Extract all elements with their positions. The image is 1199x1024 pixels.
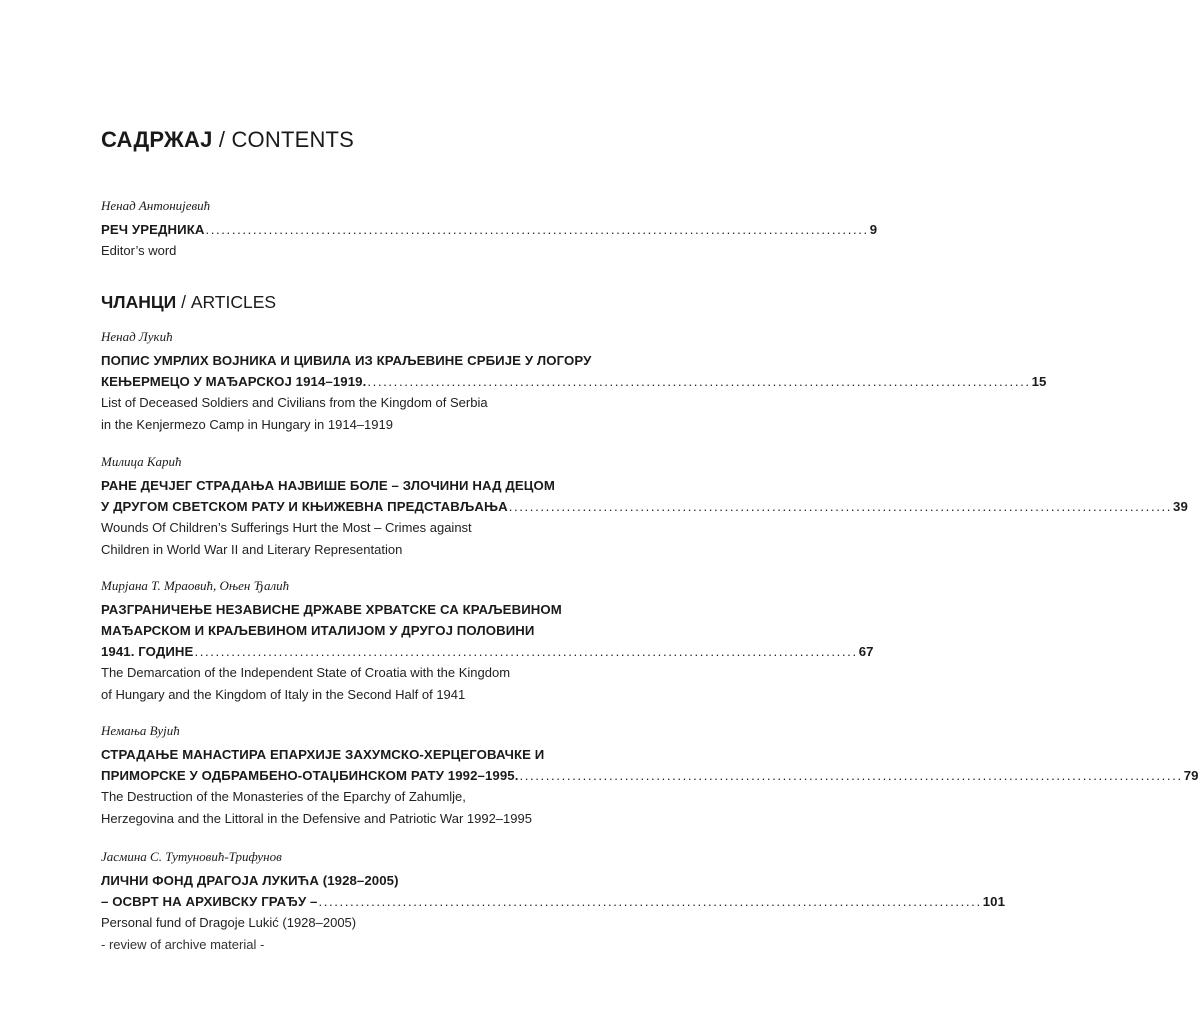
entry-author: Ненад Антонијевић [101,198,211,213]
entry-title-line[interactable] [101,641,874,662]
entry-page-number: 9 [869,222,878,237]
entry-author: Ненад Лукић [101,329,173,344]
leader-dots: .............................................................................................................................. [194,644,858,659]
entry-title: РЕЧ УРЕДНИКА [101,222,205,237]
entry-title: ПРИМОРСКЕ У ОДБРАМБЕНО-ОТАЏБИНСКОМ РАТУ 1992–1995. [101,768,519,783]
heading-separator: / [212,127,232,152]
entry-english-title: Editor’s word [101,243,177,258]
entry-title: МАЂАРСКОМ И КРАЉЕВИНОМ ИТАЛИЈОМ У ДРУГОЈ ПОЛОВИНИ [101,623,535,638]
entry-english-title: The Destruction of the Monasteries of the Eparchy of Zahumlje, [101,789,466,804]
articles-heading-cyrillic: ЧЛАНЦИ [101,292,177,312]
entry-english-title: Wounds Of Children’s Sufferings Hurt the Most – Crimes against [101,520,472,535]
entry-title: СТРАДАЊЕ МАНАСТИРА ЕПАРХИЈЕ ЗАХУМСКО-ХЕРЦЕГОВАЧКЕ И [101,747,545,762]
entry-english-title: Children in World War II and Literary Representation [101,541,403,557]
leader-dots: .............................................................................................................................. [508,499,1173,514]
entry-english-title: Personal fund of Dragoje Lukić (1928–2005) [101,915,357,930]
entry-title: У ДРУГОМ СВЕТСКОМ РАТУ И КЊИЖЕВНА ПРЕДСТАВЉАЊА [101,499,508,514]
entry-author: Немања Вујић [101,723,180,738]
entry-author: Милица Карић [101,454,182,469]
entry-english-title: in the Kenjermezo Camp in Hungary in 1914–1919 [101,416,393,432]
entry-english-title: The Demarcation of the Independent State of Croatia with the Kingdom [101,665,511,680]
articles-heading-english: ARTICLES [190,292,277,312]
entry-title-line[interactable] [101,496,1188,517]
entry-title-line[interactable] [101,891,1006,912]
toc-entry-article[interactable] [101,577,874,705]
entry-page-number: 101 [982,894,1006,909]
entry-title-line[interactable] [101,765,1199,786]
leader-dots: .............................................................................................................................. [318,894,982,909]
articles-heading [101,292,276,313]
entry-title: ПОПИС УМРЛИХ ВОЈНИКА И ЦИВИЛА ИЗ КРАЉЕВИНЕ СРБИЈЕ У ЛОГОРУ [101,353,592,368]
leader-dots: .............................................................................................................................. [519,768,1183,783]
entry-page-number: 15 [1031,374,1047,389]
toc-entry-article[interactable] [101,848,1006,955]
entry-page-number: 39 [1173,499,1188,514]
entry-title: ЛИЧНИ ФОНД ДРАГОЈА ЛУКИЋА (1928–2005) [101,873,399,888]
entry-english-title: Herzegovina and the Littoral in the Defensive and Patriotic War 1992–1995 [101,810,532,826]
leader-dots: .............................................................................................................................. [367,374,1031,389]
entry-page-number: 67 [858,644,874,659]
contents-heading-english: CONTENTS [231,127,355,152]
toc-entry-article[interactable] [101,328,1047,435]
entry-title: РАНЕ ДЕЧЈЕГ СТРАДАЊА НАЈВИШЕ БОЛЕ – ЗЛОЧИНИ НАД ДЕЦОМ [101,478,555,493]
entry-title: – ОСВРТ НА АРХИВСКУ ГРАЂУ – [101,894,318,909]
entry-author: Јасмина С. Тутуновић-Трифунов [101,849,282,864]
leader-dots: .............................................................................................................................. [205,222,869,237]
toc-entry-article[interactable] [101,453,1188,560]
entry-english-title: List of Deceased Soldiers and Civilians from the Kingdom of Serbia [101,395,488,410]
contents-heading-cyrillic: САДРЖАЈ [101,127,213,152]
entry-author: Мирјана Т. Мраовић, Оњен Ђалић [101,578,290,593]
toc-entry-article[interactable] [101,722,1199,829]
entry-english-title: - review of archive material - [101,936,265,952]
contents-heading [101,127,354,153]
entry-title: 1941. ГОДИНЕ [101,644,194,659]
entry-english-title: of Hungary and the Kingdom of Italy in the Second Half of 1941 [101,686,466,702]
entry-title-line[interactable] [101,219,878,240]
heading-separator: / [176,292,191,312]
entry-page-number: 79 [1183,768,1199,783]
entry-title: РАЗГРАНИЧЕЊЕ НЕЗАВИСНЕ ДРЖАВЕ ХРВАТСКЕ СА КРАЉЕВИНОМ [101,602,562,617]
entry-title: КЕЊЕРМЕЦО У МАЂАРСКОЈ 1914–1919. [101,374,367,389]
toc-entry-editor[interactable] [101,197,878,262]
entry-title-line[interactable] [101,371,1047,392]
